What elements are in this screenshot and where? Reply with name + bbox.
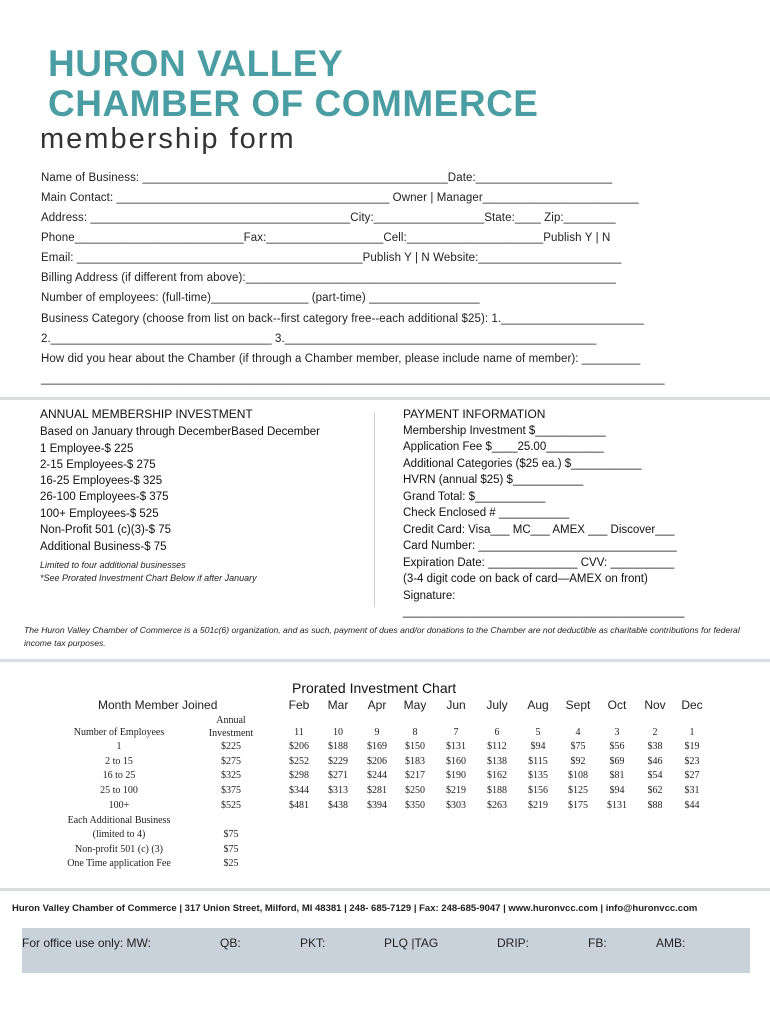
chart-cell: $108 [568, 770, 588, 781]
chart-month-header: Mar [327, 698, 349, 712]
chart-cell: $244 [367, 770, 387, 781]
chart-cell: $481 [289, 800, 309, 811]
chart-annual-value: $325 [221, 770, 241, 781]
chart-annual-label: Annual Investment [208, 715, 254, 739]
chart-months-remaining: 4 [575, 727, 581, 738]
chart-cell: $138 [487, 756, 507, 767]
chart-row-label: 16 to 25 [102, 770, 136, 781]
chart-month-header: Oct [607, 698, 627, 712]
org-title-line1: HURON VALLEY [48, 43, 344, 84]
chart-cell: $81 [609, 770, 625, 781]
chart-cell: $46 [647, 756, 663, 767]
contact-footer: Huron Valley Chamber of Commerce | 317 Union Street, Milford, MI 48381 | 248- 685-7129 | Fax: 248-685-9047 | www.huronvcc.com | info@huronvcc.com [12, 903, 698, 914]
chart-cell: $271 [328, 770, 348, 781]
chart-cell: $27 [684, 770, 700, 781]
chart-cell: $54 [647, 770, 663, 781]
chart-month-header: Apr [367, 698, 387, 712]
field-referral-continued[interactable]: ________________________________________________________________________________________________ [41, 373, 665, 385]
annual-line: 16-25 Employees-$ 325 [40, 475, 163, 487]
chart-cell: $303 [446, 800, 466, 811]
chart-cell: $75 [570, 741, 586, 752]
field-email[interactable]: Email: ____________________________________________Publish Y | N Website:______________________ [41, 252, 622, 264]
chart-cell: $313 [328, 785, 348, 796]
chart-cell: $56 [609, 741, 625, 752]
chart-cell: $135 [528, 770, 548, 781]
chart-cell: $219 [446, 785, 466, 796]
payment-signature-label: Signature: [403, 590, 456, 602]
chart-title: Prorated Investment Chart [292, 680, 457, 696]
chart-cell: $252 [289, 756, 309, 767]
chart-months-remaining: 10 [333, 727, 343, 738]
section-divider [0, 397, 770, 400]
office-label-fb: FB: [588, 936, 607, 950]
chart-extra-value: $75 [223, 844, 239, 855]
chart-cell: $169 [367, 741, 387, 752]
chart-cell: $23 [684, 756, 700, 767]
payment-hvrn[interactable]: HVRN (annual $25) $___________ [403, 474, 584, 486]
payment-cvv-note: (3-4 digit code on back of card—AMEX on front) [403, 573, 648, 585]
annual-line: Additional Business-$ 75 [40, 541, 167, 553]
chart-months-remaining: 3 [614, 727, 620, 738]
section-divider [0, 659, 770, 662]
office-label-plq-tag: PLQ |TAG [384, 936, 439, 950]
chart-cell: $298 [289, 770, 309, 781]
chart-cell: $44 [684, 800, 700, 811]
chart-annual-value: $225 [221, 741, 241, 752]
annual-line: 100+ Employees-$ 525 [40, 508, 159, 520]
chart-cell: $281 [367, 785, 387, 796]
payment-credit-card[interactable]: Credit Card: Visa___ MC___ AMEX ___ Discover___ [403, 524, 675, 536]
annual-line: 1 Employee-$ 225 [40, 443, 134, 455]
chart-cell: $350 [405, 800, 425, 811]
column-divider [374, 412, 375, 607]
chart-months-remaining: 7 [453, 727, 459, 738]
office-label-mw: For office use only: MW: [22, 936, 151, 950]
field-billing-address[interactable]: Billing Address (if different from above):_________________________________________________________ [41, 272, 616, 284]
chart-cell: $92 [570, 756, 586, 767]
chart-cell: $217 [405, 770, 425, 781]
chart-cell: $206 [289, 741, 309, 752]
annual-line: 26-100 Employees-$ 375 [40, 491, 169, 503]
chart-cell: $131 [446, 741, 466, 752]
chart-cell: $190 [446, 770, 466, 781]
org-title-line2: CHAMBER OF COMMERCE [48, 83, 539, 124]
chart-months-remaining: 6 [494, 727, 500, 738]
chart-cell: $263 [487, 800, 507, 811]
field-number-of-employees[interactable]: Number of employees: (full-time)_______________ (part-time) _________________ [41, 292, 480, 304]
chart-cell: $188 [328, 741, 348, 752]
annual-note: *See Prorated Investment Chart Below if after January [40, 573, 257, 583]
chart-cell: $115 [528, 756, 548, 767]
chart-months-remaining: 1 [689, 727, 695, 738]
annual-note: Limited to four additional businesses [40, 560, 186, 570]
chart-cell: $125 [568, 785, 588, 796]
chart-cell: $38 [647, 741, 663, 752]
chart-cell: $394 [367, 800, 387, 811]
annual-line: 2-15 Employees-$ 275 [40, 459, 156, 471]
chart-row-label: 100+ [108, 800, 130, 811]
payment-signature-line[interactable]: ____________________________________________ [403, 606, 685, 618]
field-address[interactable]: Address: ________________________________________City:_________________State:____ Zip:________ [41, 212, 616, 224]
chart-cell: $160 [446, 756, 466, 767]
tax-disclaimer: The Huron Valley Chamber of Commerce is a 501c(6) organization, and as such, payment of dues and/or donations to the Chamber are not deductible as charitable contributions for federal income tax purposes. [24, 625, 740, 648]
chart-cell: $131 [607, 800, 627, 811]
chart-month-header: Sept [565, 698, 591, 712]
chart-month-header: May [403, 698, 427, 712]
payment-application-fee[interactable]: Application Fee $____25.00_________ [403, 441, 604, 453]
chart-cell: $88 [647, 800, 663, 811]
chart-months-remaining: 5 [535, 727, 541, 738]
payment-expiration-cvv[interactable]: Expiration Date: ______________ CVV: __________ [403, 557, 675, 569]
chart-month-header: July [486, 698, 508, 712]
chart-corner-label: Month Member Joined [98, 698, 218, 712]
chart-cell: $162 [487, 770, 507, 781]
chart-cell: $438 [328, 800, 348, 811]
payment-info-heading: PAYMENT INFORMATION [403, 407, 546, 421]
chart-row-label: 1 [116, 741, 122, 752]
chart-cell: $250 [405, 785, 425, 796]
chart-cell: $150 [405, 741, 425, 752]
field-business-category-2-3[interactable]: 2.__________________________________ 3.________________________________________________ [41, 333, 597, 345]
chart-months-remaining: 2 [652, 727, 658, 738]
payment-membership-investment[interactable]: Membership Investment $___________ [403, 425, 606, 437]
chart-cell: $62 [647, 785, 663, 796]
chart-cell: $206 [367, 756, 387, 767]
annual-line: Non-Profit 501 (c)(3)-$ 75 [40, 524, 172, 536]
chart-extra-label: One Time application Fee [67, 858, 171, 869]
chart-row-label: 25 to 100 [100, 785, 138, 796]
chart-annual-value: $275 [221, 756, 241, 767]
chart-month-header: Nov [644, 698, 666, 712]
chart-extra-label: (limited to 4) [92, 829, 146, 840]
field-business-category[interactable]: Business Category (choose from list on back--first category free--each additional $25): 1.______________________ [41, 313, 645, 325]
office-label-drip: DRIP: [497, 936, 530, 950]
chart-cell: $188 [487, 785, 507, 796]
office-label-pkt: PKT: [300, 936, 326, 950]
payment-additional-categories[interactable]: Additional Categories ($25 ea.) $___________ [403, 458, 642, 470]
chart-annual-value: $525 [221, 800, 241, 811]
field-name-of-business[interactable]: Name of Business: _______________________________________________Date:_____________________ [41, 172, 613, 184]
chart-month-header: Dec [681, 698, 703, 712]
form-subtitle: membership form [40, 123, 296, 155]
chart-row-header-label: Number of Employees [73, 727, 165, 738]
chart-annual-value: $375 [221, 785, 241, 796]
field-referral[interactable]: How did you hear about the Chamber (if through a Chamber member, please include name of member): _________ [41, 353, 641, 365]
office-use-box [22, 928, 750, 973]
field-phone[interactable]: Phone__________________________Fax:__________________Cell:_____________________Publish Y | N [41, 232, 611, 244]
annual-line: Based on January through DecemberBased December [40, 426, 320, 438]
field-main-contact[interactable]: Main Contact: __________________________________________ Owner | Manager________________________ [41, 192, 639, 204]
chart-month-header: Feb [288, 698, 310, 712]
chart-cell: $219 [528, 800, 548, 811]
chart-months-remaining: 8 [412, 727, 418, 738]
chart-cell: $183 [405, 756, 425, 767]
office-label-amb: AMB: [656, 936, 686, 950]
payment-check-enclosed[interactable]: Check Enclosed # ___________ [403, 507, 570, 519]
chart-cell: $156 [528, 785, 548, 796]
chart-cell: $344 [289, 785, 309, 796]
chart-cell: $19 [684, 741, 700, 752]
chart-extra-label: Non-profit 501 (c) (3) [74, 844, 164, 855]
chart-months-remaining: 11 [294, 727, 304, 738]
chart-extra-value: $75 [223, 829, 239, 840]
chart-month-header: Jun [446, 698, 466, 712]
payment-grand-total[interactable]: Grand Total: $___________ [403, 491, 546, 503]
chart-month-header: Aug [527, 698, 549, 712]
chart-cell: $94 [530, 741, 546, 752]
chart-extra-label: Each Additional Business [67, 815, 171, 826]
chart-cell: $229 [328, 756, 348, 767]
section-divider [0, 888, 770, 891]
payment-card-number[interactable]: Card Number: _______________________________ [403, 540, 677, 552]
chart-months-remaining: 9 [374, 727, 380, 738]
chart-cell: $112 [487, 741, 507, 752]
chart-cell: $94 [609, 785, 625, 796]
chart-row-label: 2 to 15 [105, 756, 133, 767]
chart-cell: $175 [568, 800, 588, 811]
annual-investment-heading: ANNUAL MEMBERSHIP INVESTMENT [40, 407, 253, 421]
chart-cell: $69 [609, 756, 625, 767]
office-label-qb: QB: [220, 936, 241, 950]
chart-extra-value: $25 [223, 858, 239, 869]
chart-cell: $31 [684, 785, 700, 796]
